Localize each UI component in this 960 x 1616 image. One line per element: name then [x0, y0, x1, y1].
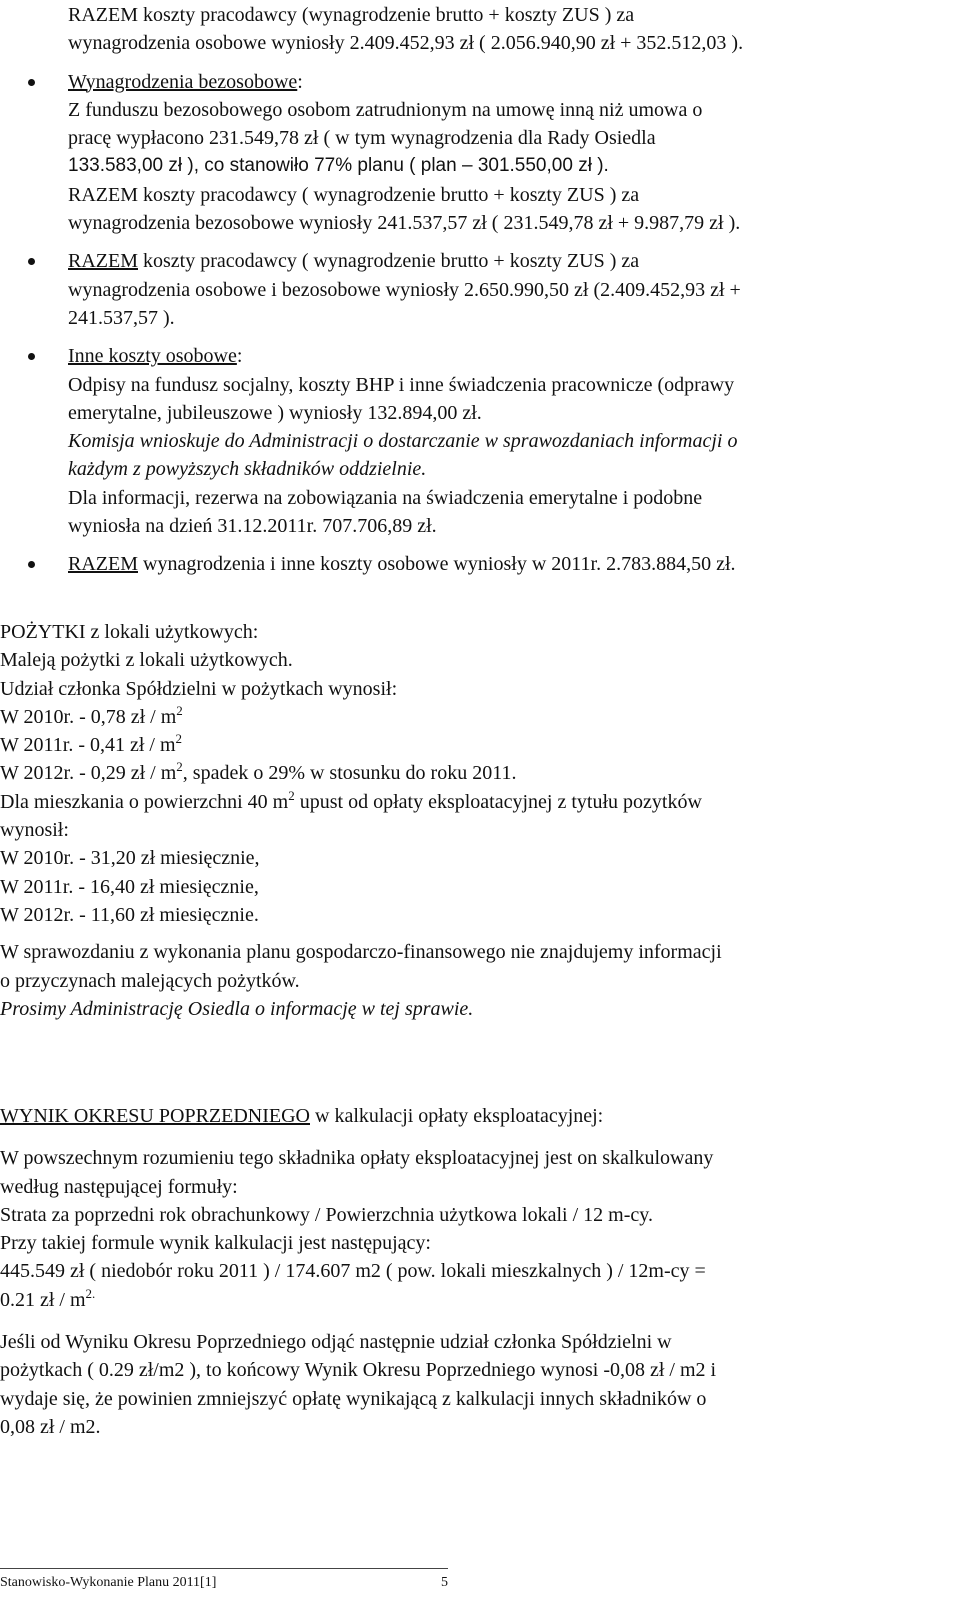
text-line: RAZEM koszty pracodawcy ( wynagrodzenie brutto + koszty ZUS ) za: [68, 250, 640, 273]
text-line: Udział członka Spółdzielni w pożytkach wynosił:: [0, 677, 398, 700]
text-line: Odpisy na fundusz socjalny, koszty BHP i inne świadczenia pracownicze (odprawy: [68, 373, 735, 396]
calculation-line: 445.549 zł ( niedobór roku 2011 ) / 174.607 m2 ( pow. lokali mieszkalnych ) / 12m-cy =: [0, 1260, 706, 1283]
text-line: RAZEM wynagrodzenia i inne koszty osobowe wyniosły w 2011r. 2.783.884,50 zł.: [68, 553, 736, 576]
year-share-2011: W 2011r. - 0,41 zł / $m^2$: [0, 731, 183, 757]
section-title: POŻYTKI z lokali użytkowych:: [0, 621, 259, 643]
bullet-icon: [28, 79, 35, 86]
text-line: wynagrodzenia bezosobowe wyniosły 241.537,57 zł ( 231.549,78 zł + 9.987,79 zł ).: [68, 212, 741, 235]
monthly-discount-2011: W 2011r. - 16,40 zł miesięcznie,: [0, 875, 259, 898]
wynik-section: [0, 1102, 940, 1441]
commission-request: każdym z powyższych składników oddzielnie.: [68, 458, 427, 481]
footer-divider: [0, 1568, 448, 1569]
list-item: [68, 1, 938, 58]
pozytki-section: [0, 618, 940, 1023]
section-title: WYNIK OKRESU POPRZEDNIEGO w kalkulacji opłaty eksploatacyjnej:: [0, 1105, 604, 1127]
text-line: pożytkach ( 0.29 zł/m2 ), to końcowy Wynik Okresu Poprzedniego wynosi -0,08 zł / m2 i: [0, 1359, 717, 1382]
text-line: Jeśli od Wyniku Okresu Poprzedniego odjąć następnie udział członka Spółdzielni w: [0, 1331, 672, 1354]
text-line: W sprawozdaniu z wykonania planu gospodarczo-finansowego nie znajdujemy informacji: [0, 941, 722, 964]
page-number: 5: [441, 1575, 448, 1590]
text-line: według następującej formuły:: [0, 1175, 238, 1198]
text-line: RAZEM koszty pracodawcy (wynagrodzenie brutto + koszty ZUS ) za: [68, 4, 635, 26]
bulleted-list: [68, 1, 938, 579]
text-line: 133.583,00 zł ), co stanowiło 77% planu ( plan – 301.550,00 zł ).: [68, 155, 609, 177]
request-line: Prosimy Administrację Osiedla o informację w tej sprawie.: [0, 997, 474, 1020]
text-line: emerytalne, jubileuszowe ) wyniosły 132.894,00 zł.: [68, 401, 482, 424]
bullet-icon: [28, 353, 35, 360]
text-line: Przy takiej formule wynik kalkulacji jest następujący:: [0, 1232, 431, 1255]
commission-request: Komisja wnioskuje do Administracji o dostarczanie w sprawozdaniach informacji o: [68, 430, 738, 453]
monthly-discount-2012: W 2012r. - 11,60 zł miesięcznie.: [0, 903, 259, 926]
page-footer: [0, 1574, 448, 1592]
footer-filename: Stanowisko-Wykonanie Planu 2011[1]: [0, 1575, 217, 1590]
text-line: wydaje się, że powinien zmniejszyć opłatę wynikającą z kalkulacji innych składników o: [0, 1387, 707, 1410]
text-line: wyniosła na dzień 31.12.2011r. 707.706,89 zł.: [68, 515, 437, 538]
text-line: RAZEM koszty pracodawcy ( wynagrodzenie brutto + koszty ZUS ) za: [68, 183, 640, 206]
year-share-2012: W 2012r. - 0,29 zł / $m^2$, spadek o 29% w stosunku do roku 2011.: [0, 759, 517, 785]
bullet-icon: [28, 258, 35, 265]
monthly-discount-2010: W 2010r. - 31,20 zł miesięcznie,: [0, 847, 260, 870]
text-line: 241.537,57 ).: [68, 306, 175, 329]
year-share-2010: W 2010r. - 0,78 zł / $m^2$: [0, 702, 183, 728]
text-line: wynagrodzenia osobowe i bezosobowe wyniosły 2.650.990,50 zł (2.409.452,93 zł +: [68, 278, 741, 301]
item-heading: Wynagrodzenia bezosobowe:: [68, 70, 303, 93]
list-item-razem-wynagrodzenia: [68, 550, 938, 578]
text-line: o przyczynach malejących pożytków.: [0, 969, 300, 992]
text-line: 0,08 zł / m2.: [0, 1415, 101, 1438]
item-heading: Inne koszty osobowe:: [68, 345, 243, 368]
text-line: Dla mieszkania o powierzchni 40 $m^2$ upust od opłaty eksploatacyjnej z tytułu pozytków: [0, 787, 702, 813]
text-line: Z funduszu bezosobowego osobom zatrudnionym na umowę inną niż umowa o: [68, 98, 703, 121]
text-line: wynosił:: [0, 819, 69, 842]
list-item-razem-koszty: [68, 247, 938, 332]
text-line: Maleją pożytki z lokali użytkowych.: [0, 649, 293, 672]
text-line: pracę wypłacono 231.549,78 zł ( w tym wynagrodzenia dla Rady Osiedla: [68, 127, 656, 150]
list-item-wynagrodzenia-bezosobowe: [68, 68, 938, 238]
text-line: wynagrodzenia osobowe wyniosły 2.409.452,93 zł ( 2.056.940,90 zł + 352.512,03 ).: [68, 32, 744, 55]
text-line: W powszechnym rozumieniu tego składnika opłaty eksploatacyjnej jest on skalkulowany: [0, 1147, 714, 1170]
calculation-result: 0.21 zł / $m^{2.}$: [0, 1285, 96, 1311]
bullet-icon: [28, 561, 35, 568]
text-line: Dla informacji, rezerwa na zobowiązania na świadczenia emerytalne i podobne: [68, 486, 703, 509]
formula-line: Strata za poprzedni rok obrachunkowy / Powierzchnia użytkowa lokali / 12 m-cy.: [0, 1203, 653, 1226]
list-item-inne-koszty: [68, 342, 938, 540]
